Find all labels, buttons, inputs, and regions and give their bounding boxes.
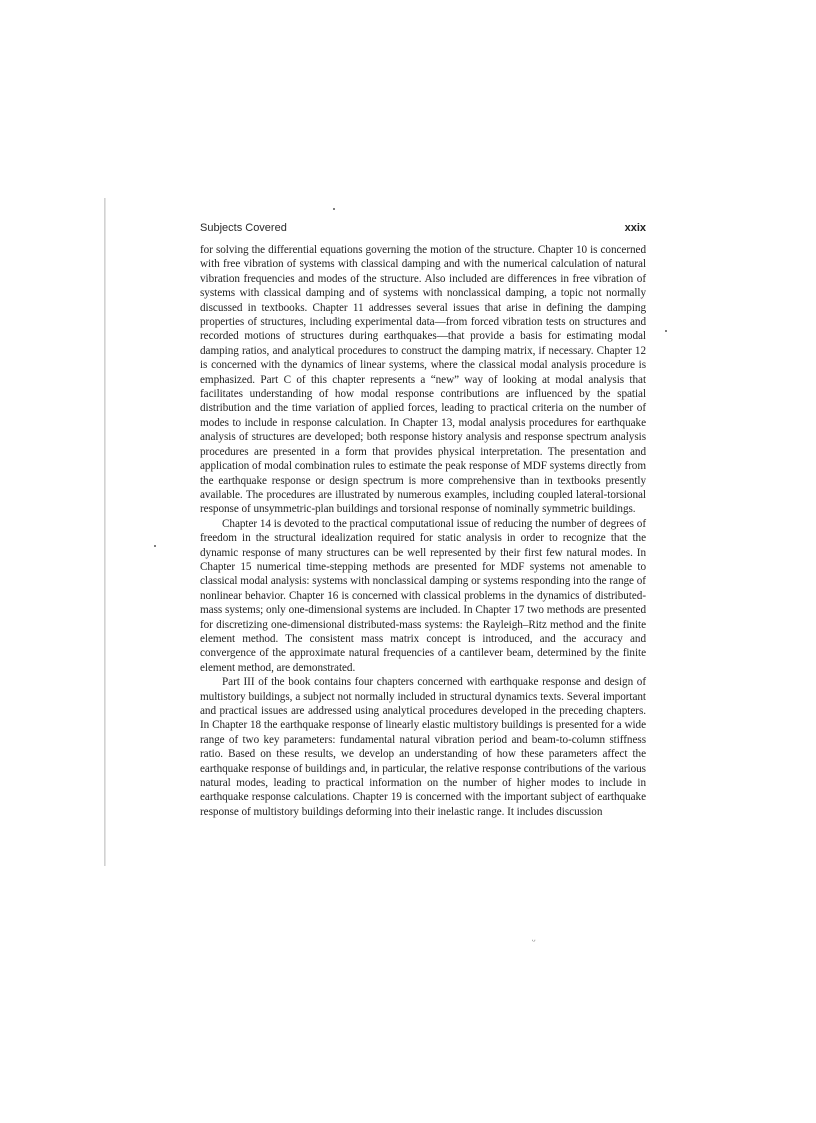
- page-number: xxix: [624, 222, 646, 234]
- scan-speck: [154, 545, 156, 547]
- section-title: Subjects Covered: [200, 222, 287, 234]
- running-head: [200, 222, 646, 234]
- body-paragraph: Chapter 14 is devoted to the practical computational issue of reducing the number of degrees of freedom in the structural idealization required for static analysis in order to recognize that the dynamic response of many structures can be well represented by their first few natural modes. In Chapter 15 numerical time-stepping methods are presented for MDF systems not amenable to classical modal analysis: systems with nonclassical damping or systems responding into the range of nonlinear behavior. Chapter 16 is concerned with classical problems in the dynamics of distributed-mass systems; only one-dimensional systems are included. In Chapter 17 two methods are presented for discretizing one-dimensional distributed-mass systems: the Rayleigh–Ritz method and the finite element method. The consistent mass matrix concept is introduced, and the accuracy and convergence of the approximate natural frequencies of a cantilever beam, determined by the finite element method, are demonstrated.: [200, 517, 646, 674]
- body-paragraph: for solving the differential equations governing the motion of the structure. Chapter 10 is concerned with free vibration of systems with classical damping and with the numerical calculation of natural vibration frequencies and modes of the structure. Also included are differences in free vibration of systems with classical damping and of systems with nonclassical damping, a topic not normally discussed in textbooks. Chapter 11 addresses several issues that arise in defining the damping properties of structures, including experimental data—from forced vibration tests on structures and recorded motions of structures during earthquakes—that provide a basis for estimating modal damping ratios, and analytical procedures to construct the damping matrix, if necessary. Chapter 12 is concerned with the dynamics of linear systems, where the classical modal analysis procedure is emphasized. Part C of this chapter represents a “new” way of looking at modal analysis that facilitates understanding of how modal response contributions are influenced by the spatial distribution and the time variation of applied forces, leading to practical criteria on the number of modes to include in response calculation. In Chapter 13, modal analysis procedures for earthquake analysis of structures are developed; both response history analysis and response spectrum analysis procedures are presented in a form that provides physical interpretation. The presentation and application of modal combination rules to estimate the peak response of MDF systems directly from the earthquake response or design spectrum is more comprehensive than in textbooks presently available. The procedures are illustrated by numerous examples, including coupled lateral-torsional response of unsymmetric-plan buildings and torsional response of nominally symmetric buildings.: [200, 244, 646, 516]
- scan-binding-edge: [104, 198, 106, 866]
- scan-speck: [665, 330, 667, 332]
- body-paragraph: Part III of the book contains four chapters concerned with earthquake response and design of multistory buildings, a subject not normally included in structural dynamics texts. Several important and practical issues are addressed using analytical procedures developed in the preceding chapters. In Chapter 18 the earthquake response of linearly elastic multistory buildings is presented for a wide range of two key parameters: fundamental natural vibration period and beam-to-column stiffness ratio. Based on these results, we develop an understanding of how these parameters affect the earthquake response of buildings and, in particular, the relative response contributions of the various natural modes, leading to practical information on the number of higher modes to include in earthquake response calculations. Chapter 19 is concerned with the important subject of earthquake response of multistory buildings deforming into their inelastic range. It includes discussion: [200, 676, 646, 818]
- scan-speck: [333, 208, 335, 210]
- book-page: [200, 222, 646, 819]
- pencil-mark: ᵕ: [532, 934, 536, 948]
